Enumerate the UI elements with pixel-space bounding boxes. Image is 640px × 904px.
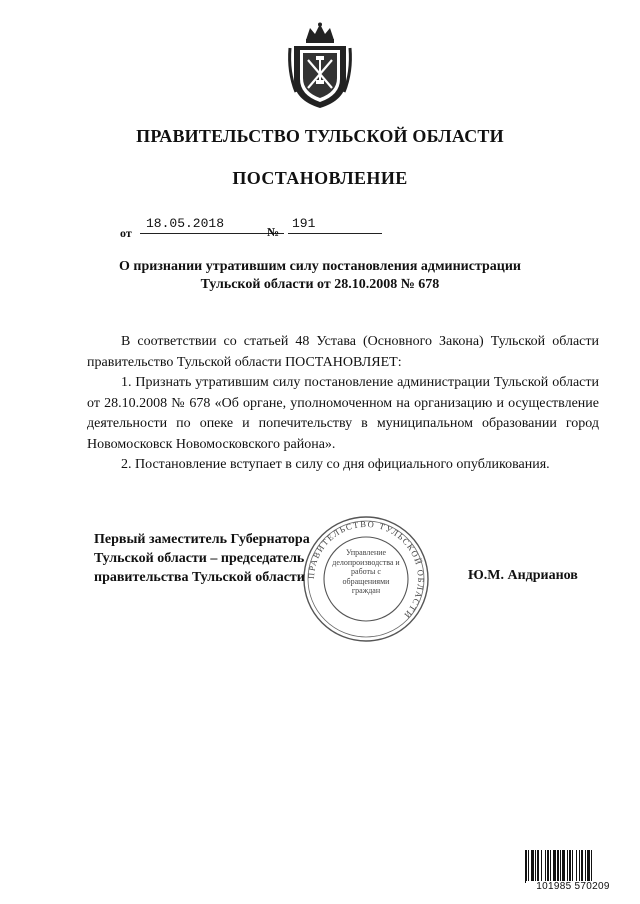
body-paragraph-3: 2. Постановление вступает в силу со дня официального опубликования. [121, 457, 550, 472]
document-body [87, 332, 599, 476]
barcode-bar [541, 850, 542, 883]
barcode-bar [550, 850, 551, 883]
barcode-bar [525, 850, 527, 883]
number-sign: № [267, 225, 280, 239]
stamp-outer-text: ПРАВИТЕЛЬСТВО ТУЛЬСКОЙ ОБЛАСТИ [305, 518, 427, 622]
barcode-number: 101985 570209 [526, 881, 620, 893]
government-title: ПРАВИТЕЛЬСТВО ТУЛЬСКОЙ ОБЛАСТИ [136, 126, 504, 146]
barcode-bar [560, 850, 561, 883]
body-paragraph-2: 1. Признать утратившим силу постановление администрации Тульской области от 28.10.2008 № 678 «Об органе, уполномоченном на организацию и осуществление деятельности по опеке и попечительству в муниципальном образовании город Новомосковск Новомосковского района». [87, 375, 599, 452]
date-prefix: от [120, 226, 132, 240]
barcode-bar [579, 850, 580, 883]
barcode-bar [591, 850, 592, 883]
barcode-bar [581, 850, 583, 883]
barcode-bar [537, 850, 539, 883]
barcode-bar [545, 850, 546, 883]
tula-coat-of-arms-icon [286, 22, 354, 110]
barcode-bar [535, 850, 536, 883]
subject-line-2: Тульской области от 28.10.2008 № 678 [200, 277, 440, 292]
signer-name: Ю.М. Андрианов [468, 568, 578, 583]
document-date: 18.05.2018 [140, 216, 284, 234]
signer-position [94, 530, 334, 587]
barcode-bar [585, 850, 586, 883]
signer-line-2: Тульской области – председатель [94, 551, 305, 566]
signer-line-1: Первый заместитель Губернатора [94, 532, 310, 547]
document-subject [80, 258, 560, 294]
barcode-bar [576, 850, 577, 883]
barcode-bar [587, 850, 590, 883]
barcode-bar [557, 850, 559, 883]
document-type: ПОСТАНОВЛЕНИЕ [232, 168, 408, 188]
barcode-bar [553, 850, 556, 883]
barcode-bar [562, 850, 565, 883]
barcode-bar [569, 850, 571, 883]
signer-line-3: правительства Тульской области [94, 570, 305, 585]
barcode-bar [528, 850, 529, 883]
stamp-inner-text: Управление делопроизводства и работы с обращениями граждан [332, 548, 400, 595]
registration-line [120, 216, 420, 238]
subject-line-1: О признании утратившим силу постановления администрации [119, 259, 521, 274]
barcode-bar [572, 850, 573, 883]
body-paragraph-1: В соответствии со статьей 48 Устава (Основного Закона) Тульской области правительство Тульской области ПОСТАНОВЛЯЕТ: [87, 334, 599, 370]
barcode-bar [531, 850, 534, 883]
barcode-bar [547, 850, 549, 883]
barcode-bar [567, 850, 568, 883]
document-number: 191 [288, 216, 382, 234]
